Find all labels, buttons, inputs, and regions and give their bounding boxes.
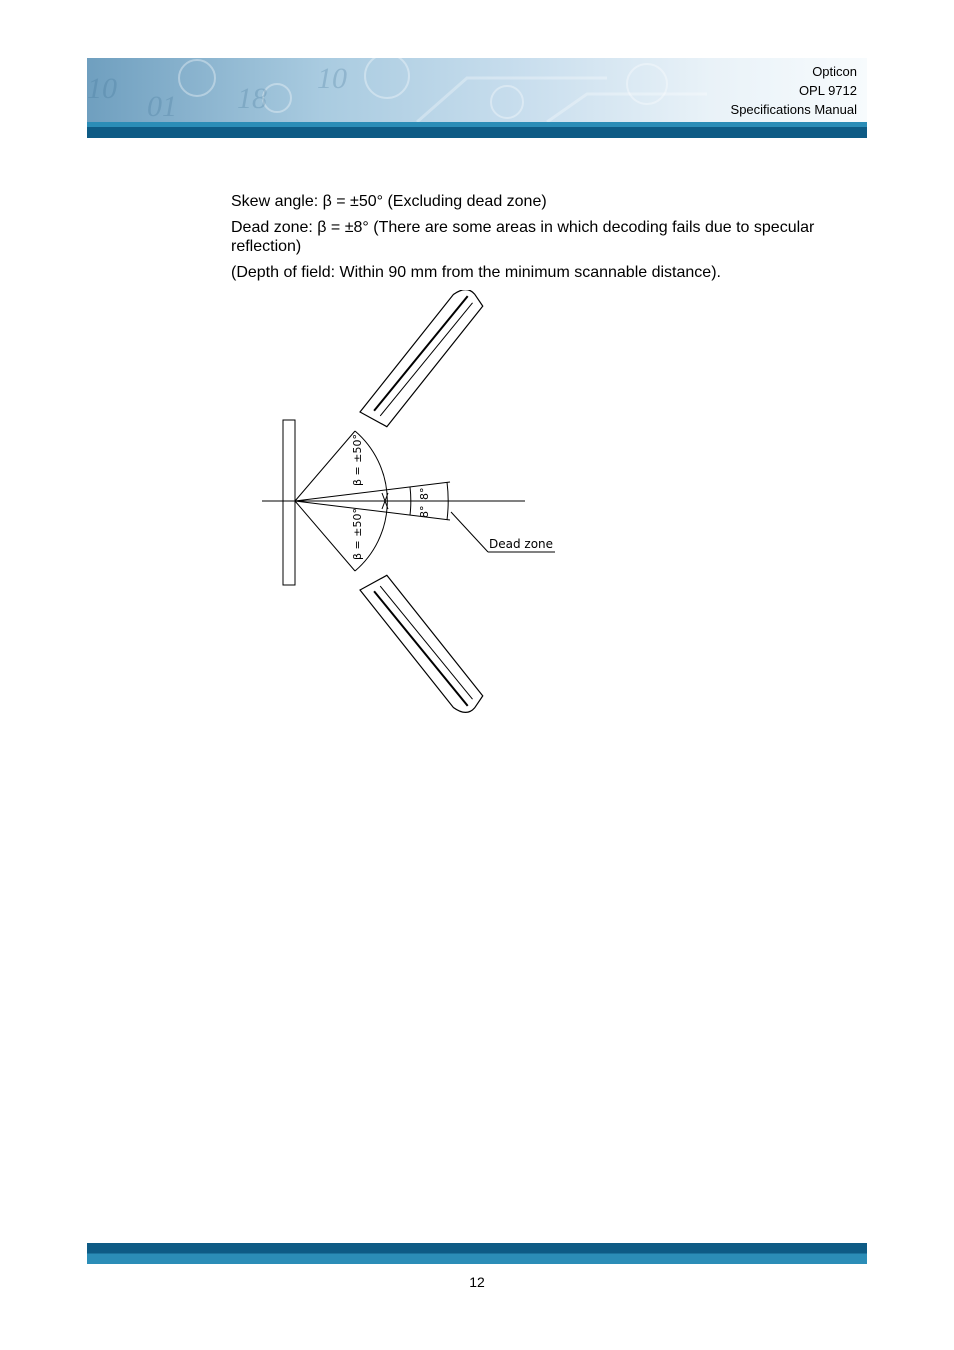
dead-zone-leader [451,512,488,552]
skew-line-upper [295,431,355,501]
label-upper-angle: β = ±50° [351,434,364,486]
svg-text:10: 10 [87,72,117,105]
depth-of-field-text: (Depth of field: Within 90 mm from the minimum scannable distance). [231,264,721,281]
svg-text:10: 10 [317,62,347,95]
label-dead-lower: 8° [418,505,431,518]
label-dead-zone: Dead zone [489,537,554,551]
page-number: 12 [469,1274,485,1290]
header-model: OPL 9712 [798,83,857,98]
barcode-plate [283,420,295,585]
label-lower-angle: β = ±50° [351,508,364,560]
scanner-upper [357,290,489,431]
dead-zone-text: Dead zone: β = ±8° (There are some areas in which decoding fails due to specular reflection) [231,219,815,255]
header-bar [87,122,867,138]
skew-line-lower [295,501,355,571]
footer-bar [87,1243,867,1264]
scanner-lower [357,571,489,719]
skew-angle-text: Skew angle: β = ±50° (Excluding dead zone) [231,193,547,210]
label-dead-upper: 8° [418,487,431,500]
skew-angle-diagram [255,290,565,720]
header-document: Specifications Manual [730,102,857,117]
svg-text:18: 18 [237,82,267,115]
svg-text:01: 01 [147,90,177,122]
header-company: Opticon [812,64,857,79]
header-info [731,62,857,119]
body-text [231,192,831,289]
